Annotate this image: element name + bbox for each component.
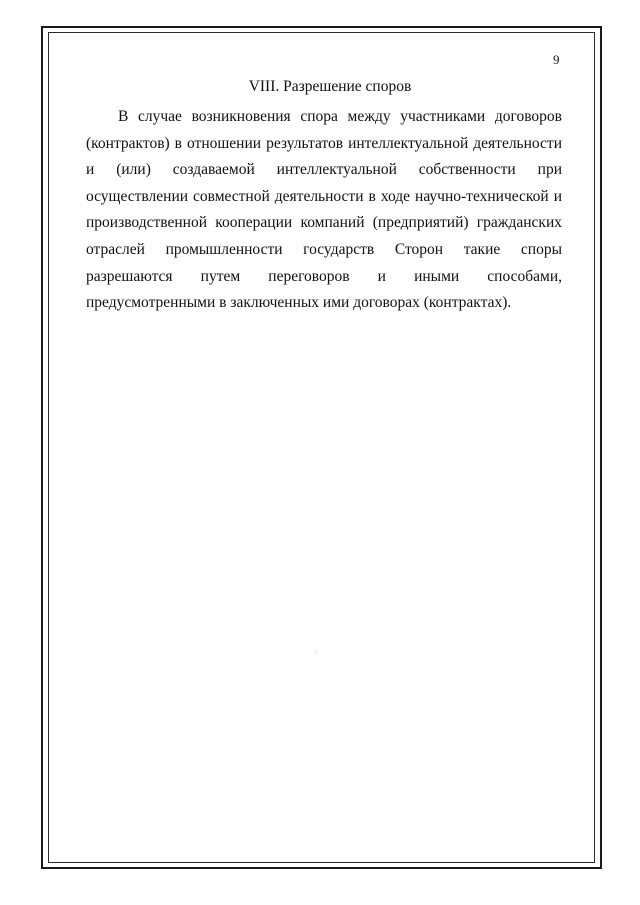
- page-number: 9: [553, 52, 560, 67]
- section-heading: VIII. Разрешение споров: [248, 78, 412, 95]
- body-paragraph: В случае возникновения спора между участниками договоров (контрактов) в отношении результатов интеллектуальной деятельности и (или) создаваемой интеллектуальной собственности при осуществлении совместной деятельности в ходе научно-технической и производственной кооперации компаний (предприятий) гражданских отраслей промышленности государств Сторон такие споры разрешаются путем переговоров и иными способами, предусмотренными в заключенных ими договорах (контрактах).: [86, 108, 562, 312]
- scan-speck: [316, 652, 317, 653]
